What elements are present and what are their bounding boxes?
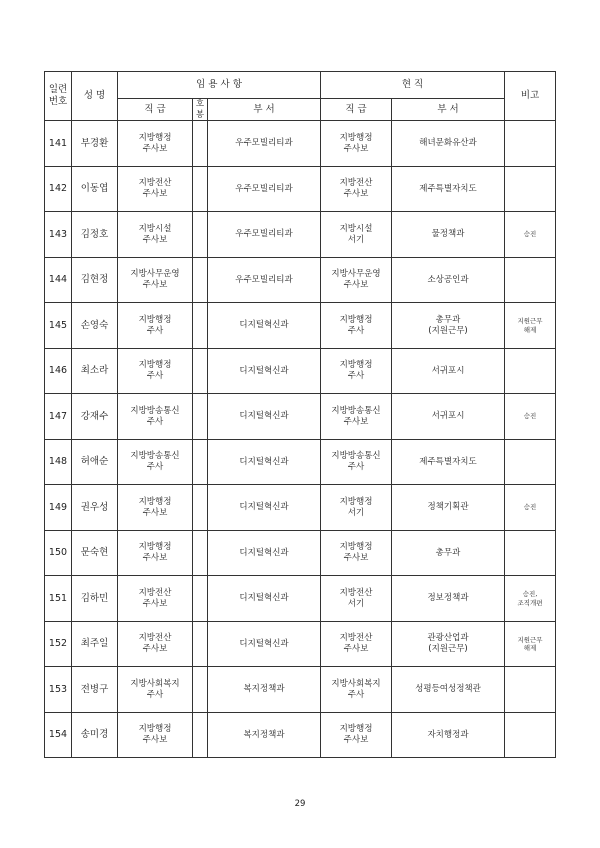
name-cell: 김현정 <box>72 257 118 303</box>
name-cell: 강재수 <box>72 394 118 440</box>
note-cell <box>505 530 556 576</box>
appointment-rank-cell: 지방사회복지 주사 <box>118 667 193 713</box>
header-dept: 부 서 <box>208 99 321 121</box>
table-row <box>45 166 556 212</box>
current-dept-cell: 제주특별자치도 <box>392 166 505 212</box>
table-row <box>45 348 556 394</box>
appointment-dept-cell: 디지털혁신과 <box>208 576 321 622</box>
appointment-grade-cell <box>193 576 208 622</box>
appointment-dept-cell: 우주모빌리티과 <box>208 166 321 212</box>
table-row <box>45 439 556 485</box>
table-row <box>45 212 556 258</box>
name-cell: 허애순 <box>72 439 118 485</box>
header-rank: 직 급 <box>118 99 193 121</box>
appointment-rank-cell: 지방행정 주사 <box>118 303 193 349</box>
serial-number-cell: 153 <box>45 667 72 713</box>
note-cell: 승진 <box>505 485 556 531</box>
header-current-dept: 부 서 <box>392 99 505 121</box>
appointment-dept-cell: 디지털혁신과 <box>208 439 321 485</box>
appointment-rank-cell: 지방방송통신 주사 <box>118 439 193 485</box>
appointment-grade-cell <box>193 530 208 576</box>
table-row <box>45 485 556 531</box>
personnel-table <box>44 71 556 758</box>
table-row <box>45 712 556 758</box>
header-name: 성 명 <box>72 72 118 121</box>
current-rank-cell: 지방전산 서기 <box>321 576 392 622</box>
note-cell: 승진, 조직개편 <box>505 576 556 622</box>
note-cell: 승진 <box>505 212 556 258</box>
current-rank-cell: 지방행정 주사 <box>321 348 392 394</box>
current-rank-cell: 지방사무운영 주사보 <box>321 257 392 303</box>
current-dept-cell: 정보정책과 <box>392 576 505 622</box>
serial-number-cell: 149 <box>45 485 72 531</box>
name-cell: 문숙현 <box>72 530 118 576</box>
current-dept-cell: 서귀포시 <box>392 394 505 440</box>
serial-number-cell: 147 <box>45 394 72 440</box>
serial-number-cell: 150 <box>45 530 72 576</box>
table-row <box>45 621 556 667</box>
current-dept-cell: 총무과 <box>392 530 505 576</box>
name-cell: 부경환 <box>72 121 118 167</box>
appointment-rank-cell: 지방행정 주사보 <box>118 485 193 531</box>
header-appointment: 임 용 사 항 <box>118 72 321 99</box>
header-grade: 호봉 <box>193 99 208 121</box>
current-rank-cell: 지방행정 주사보 <box>321 121 392 167</box>
note-cell: 지원근무 해제 <box>505 621 556 667</box>
name-cell: 김정호 <box>72 212 118 258</box>
current-rank-cell: 지방방송통신 주사보 <box>321 394 392 440</box>
table-body <box>45 121 556 758</box>
appointment-rank-cell: 지방행정 주사 <box>118 348 193 394</box>
appointment-grade-cell <box>193 121 208 167</box>
header-serial: 일련 번호 <box>45 72 72 121</box>
current-dept-cell: 관광산업과 (지원근무) <box>392 621 505 667</box>
note-cell <box>505 712 556 758</box>
serial-number-cell: 145 <box>45 303 72 349</box>
name-cell: 권우성 <box>72 485 118 531</box>
serial-number-cell: 141 <box>45 121 72 167</box>
table-row <box>45 530 556 576</box>
appointment-rank-cell: 지방행정 주사보 <box>118 712 193 758</box>
current-dept-cell: 해녀문화유산과 <box>392 121 505 167</box>
appointment-grade-cell <box>193 394 208 440</box>
table-row <box>45 576 556 622</box>
current-rank-cell: 지방행정 주사보 <box>321 712 392 758</box>
appointment-rank-cell: 지방전산 주사보 <box>118 621 193 667</box>
appointment-grade-cell <box>193 621 208 667</box>
note-cell <box>505 439 556 485</box>
appointment-dept-cell: 복지정책과 <box>208 712 321 758</box>
appointment-rank-cell: 지방사무운영 주사보 <box>118 257 193 303</box>
current-rank-cell: 지방행정 주사보 <box>321 530 392 576</box>
current-rank-cell: 지방사회복지 주사 <box>321 667 392 713</box>
serial-number-cell: 151 <box>45 576 72 622</box>
current-dept-cell: 소상공인과 <box>392 257 505 303</box>
serial-number-cell: 152 <box>45 621 72 667</box>
current-rank-cell: 지방행정 주사 <box>321 303 392 349</box>
name-cell: 손영숙 <box>72 303 118 349</box>
serial-number-cell: 143 <box>45 212 72 258</box>
table-row <box>45 257 556 303</box>
note-cell: 지원근무 해제 <box>505 303 556 349</box>
appointment-dept-cell: 디지털혁신과 <box>208 348 321 394</box>
name-cell: 전병구 <box>72 667 118 713</box>
header-current: 현 직 <box>321 72 505 99</box>
appointment-rank-cell: 지방행정 주사보 <box>118 121 193 167</box>
note-cell <box>505 166 556 212</box>
table-row <box>45 667 556 713</box>
note-cell <box>505 257 556 303</box>
name-cell: 송미경 <box>72 712 118 758</box>
serial-number-cell: 148 <box>45 439 72 485</box>
serial-number-cell: 142 <box>45 166 72 212</box>
current-dept-cell: 자치행정과 <box>392 712 505 758</box>
appointment-dept-cell: 디지털혁신과 <box>208 303 321 349</box>
name-cell: 최주일 <box>72 621 118 667</box>
serial-number-cell: 146 <box>45 348 72 394</box>
name-cell: 최소라 <box>72 348 118 394</box>
appointment-grade-cell <box>193 712 208 758</box>
header-current-rank: 직 급 <box>321 99 392 121</box>
current-dept-cell: 서귀포시 <box>392 348 505 394</box>
appointment-dept-cell: 우주모빌리티과 <box>208 212 321 258</box>
appointment-grade-cell <box>193 348 208 394</box>
current-dept-cell: 총무과 (지원근무) <box>392 303 505 349</box>
appointment-dept-cell: 우주모빌리티과 <box>208 257 321 303</box>
appointment-grade-cell <box>193 166 208 212</box>
name-cell: 이동엽 <box>72 166 118 212</box>
current-rank-cell: 지방전산 주사보 <box>321 621 392 667</box>
name-cell: 김하민 <box>72 576 118 622</box>
appointment-grade-cell <box>193 257 208 303</box>
appointment-rank-cell: 지방행정 주사보 <box>118 530 193 576</box>
current-rank-cell: 지방행정 서기 <box>321 485 392 531</box>
serial-number-cell: 154 <box>45 712 72 758</box>
appointment-grade-cell <box>193 212 208 258</box>
table-row <box>45 121 556 167</box>
page-number: 29 <box>294 799 306 809</box>
appointment-dept-cell: 우주모빌리티과 <box>208 121 321 167</box>
appointment-rank-cell: 지방방송통신 주사 <box>118 394 193 440</box>
current-rank-cell: 지방방송통신 주사 <box>321 439 392 485</box>
appointment-rank-cell: 지방전산 주사보 <box>118 576 193 622</box>
appointment-dept-cell: 디지털혁신과 <box>208 530 321 576</box>
current-rank-cell: 지방시설 서기 <box>321 212 392 258</box>
current-rank-cell: 지방전산 주사보 <box>321 166 392 212</box>
appointment-dept-cell: 복지정책과 <box>208 667 321 713</box>
appointment-rank-cell: 지방전산 주사보 <box>118 166 193 212</box>
appointment-grade-cell <box>193 485 208 531</box>
appointment-dept-cell: 디지털혁신과 <box>208 621 321 667</box>
table-row <box>45 394 556 440</box>
appointment-grade-cell <box>193 667 208 713</box>
note-cell <box>505 121 556 167</box>
note-cell <box>505 667 556 713</box>
current-dept-cell: 성평등여성정책관 <box>392 667 505 713</box>
note-cell <box>505 348 556 394</box>
appointment-grade-cell <box>193 439 208 485</box>
serial-number-cell: 144 <box>45 257 72 303</box>
header-note: 비고 <box>505 72 556 121</box>
current-dept-cell: 정책기획관 <box>392 485 505 531</box>
current-dept-cell: 물정책과 <box>392 212 505 258</box>
table-row <box>45 303 556 349</box>
appointment-dept-cell: 디지털혁신과 <box>208 394 321 440</box>
appointment-dept-cell: 디지털혁신과 <box>208 485 321 531</box>
current-dept-cell: 제주특별자치도 <box>392 439 505 485</box>
appointment-rank-cell: 지방시설 주사보 <box>118 212 193 258</box>
appointment-grade-cell <box>193 303 208 349</box>
note-cell: 승진 <box>505 394 556 440</box>
